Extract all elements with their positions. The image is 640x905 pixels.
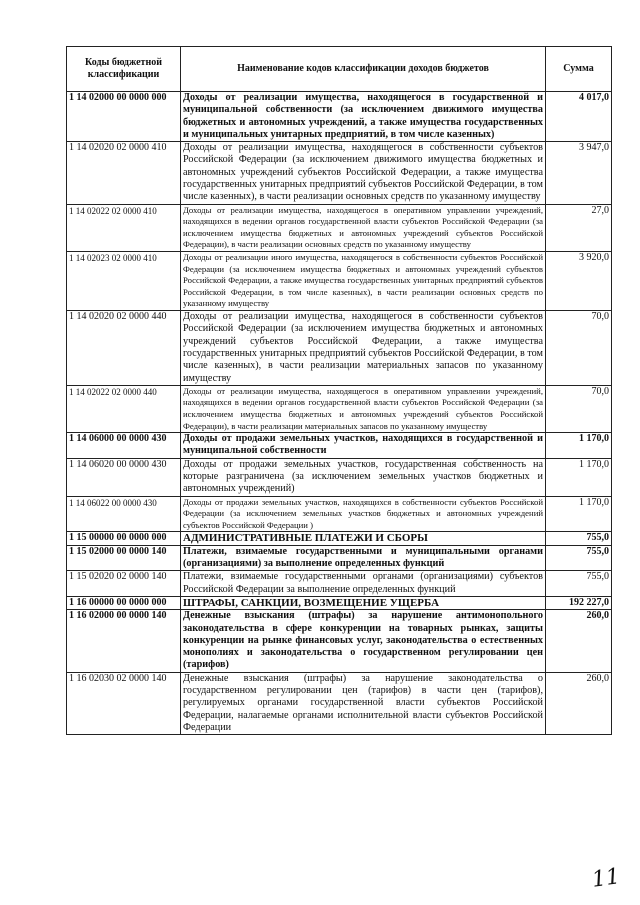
table-row bbox=[67, 204, 612, 251]
table-row bbox=[67, 596, 612, 609]
row-sum: 192 227,0 bbox=[546, 596, 612, 609]
row-sum: 1 170,0 bbox=[546, 433, 612, 459]
row-name: Доходы от продажи земельных участков, находящихся в государственной и муниципальной собственности bbox=[181, 433, 546, 459]
row-name: Платежи, взимаемые государственными органами (организациями) субъектов Российской Федерации за выполнение определенных функций bbox=[181, 571, 546, 597]
row-sum: 260,0 bbox=[546, 610, 612, 672]
table-row bbox=[67, 672, 612, 734]
page-number: 11 bbox=[590, 864, 622, 893]
row-sum: 1 170,0 bbox=[546, 496, 612, 532]
table-row bbox=[67, 433, 612, 459]
row-name: Доходы от реализации имущества, находящегося в оперативном управлении учреждений, находящихся в ведении органов государственной власти субъектов Российской Федерации (за исключением имущества бюджетных и автономных учреждений субъектов Российской Федерации), в части реализации материальных запасов по указанному имуществу bbox=[181, 385, 546, 432]
row-name: Доходы от реализации имущества, находящегося в собственности субъектов Российской Федерации (за исключением имущества бюджетных и автономных учреждений субъектов Российской Федерации, а также имущества государственных унитарных предприятий субъектов Российской Федерации, в том числе казенных), в части реализации материальных запасов по указанному имуществу bbox=[181, 311, 546, 386]
table-row bbox=[67, 610, 612, 672]
row-name: Доходы от продажи земельных участков, находящихся в собственности субъектов Российской Федерации (за исключением земельных участков бюджетных и автономных учреждений субъектов Российской Федерации ) bbox=[181, 496, 546, 532]
row-sum: 70,0 bbox=[546, 311, 612, 386]
table-row bbox=[67, 571, 612, 597]
header-sum: Сумма bbox=[546, 47, 612, 92]
row-code: 1 14 06020 00 0000 430 bbox=[67, 458, 181, 496]
row-name: Платежи, взимаемые государственными и муниципальными органами (организациями) за выполнение определенных функций bbox=[181, 545, 546, 571]
row-code: 1 14 02020 02 0000 410 bbox=[67, 142, 181, 204]
row-name: Доходы от реализации иного имущества, находящегося в собственности субъектов Российской Федерации (за исключением имущества бюджетных и автономных учреждений субъектов Российской Федерации, а также имущества государственных унитарных предприятий субъектов Российской Федерации, в том числе казенных), в части реализации основных средств по указанному имуществу bbox=[181, 252, 546, 311]
table-row bbox=[67, 142, 612, 204]
row-sum: 27,0 bbox=[546, 204, 612, 251]
row-name: Денежные взыскания (штрафы) за нарушение законодательства о государственном регулировании цен (тарифов) в части цен (тарифов), регулируемых органами государственной власти субъектов Российской Федерации, налагаемые органами исполнительной власти субъектов Российской Федерации bbox=[181, 672, 546, 734]
row-code: 1 16 00000 00 0000 000 bbox=[67, 596, 181, 609]
row-code: 1 14 02022 02 0000 440 bbox=[67, 385, 181, 432]
table-row bbox=[67, 458, 612, 496]
row-sum: 260,0 bbox=[546, 672, 612, 734]
header-name: Наименование кодов классификации доходов бюджетов bbox=[181, 47, 546, 92]
revenue-table bbox=[66, 46, 612, 735]
row-code: 1 14 02023 02 0000 410 bbox=[67, 252, 181, 311]
table-header-row bbox=[67, 47, 612, 92]
row-code: 1 14 02020 02 0000 440 bbox=[67, 311, 181, 386]
row-code: 1 14 06022 00 0000 430 bbox=[67, 496, 181, 532]
row-code: 1 15 00000 00 0000 000 bbox=[67, 532, 181, 545]
table-row bbox=[67, 532, 612, 545]
row-sum: 3 920,0 bbox=[546, 252, 612, 311]
row-name: Доходы от реализации имущества, находящегося в собственности субъектов Российской Федерации (за исключением движимого имущества бюджетных и автономных учреждений субъектов Российской Федерации, а также имущества государственных унитарных предприятий субъектов Российской Федерации, в том числе казенных), в части реализации основных средств по указанному имуществу bbox=[181, 142, 546, 204]
table-row bbox=[67, 311, 612, 386]
row-name: ШТРАФЫ, САНКЦИИ, ВОЗМЕЩЕНИЕ УЩЕРБА bbox=[181, 596, 546, 609]
row-sum: 755,0 bbox=[546, 545, 612, 571]
row-code: 1 14 02022 02 0000 410 bbox=[67, 204, 181, 251]
row-sum: 4 017,0 bbox=[546, 92, 612, 142]
row-name: Доходы от реализации имущества, находящегося в государственной и муниципальной собственности (за исключением движимого имущества бюджетных и автономных учреждений, а также имущества государственных и муниципальных унитарных предприятий, в том числе казенных) bbox=[181, 92, 546, 142]
table-row bbox=[67, 92, 612, 142]
table-row bbox=[67, 496, 612, 532]
row-sum: 755,0 bbox=[546, 571, 612, 597]
row-code: 1 15 02020 02 0000 140 bbox=[67, 571, 181, 597]
row-sum: 3 947,0 bbox=[546, 142, 612, 204]
row-code: 1 14 02000 00 0000 000 bbox=[67, 92, 181, 142]
row-name: Доходы от реализации имущества, находящегося в оперативном управлении учреждений, находящихся в ведении органов государственной власти субъектов Российской Федерации (за исключением имущества бюджетных и автономных учреждений субъектов Российской Федерации), в части реализации основных средств по указанному имуществу bbox=[181, 204, 546, 251]
row-code: 1 14 06000 00 0000 430 bbox=[67, 433, 181, 459]
row-code: 1 16 02000 00 0000 140 bbox=[67, 610, 181, 672]
table-row bbox=[67, 252, 612, 311]
row-code: 1 16 02030 02 0000 140 bbox=[67, 672, 181, 734]
table-row bbox=[67, 385, 612, 432]
row-sum: 1 170,0 bbox=[546, 458, 612, 496]
row-sum: 70,0 bbox=[546, 385, 612, 432]
row-code: 1 15 02000 00 0000 140 bbox=[67, 545, 181, 571]
row-sum: 755,0 bbox=[546, 532, 612, 545]
row-name: Денежные взыскания (штрафы) за нарушение антимонопольного законодательства в сфере конкуренции на товарных рынках, защиты конкуренции на рынке финансовых услуг, законодательства о естественных монополиях и законодательства о государственном регулировании цен (тарифов) bbox=[181, 610, 546, 672]
table-row bbox=[67, 545, 612, 571]
row-name: АДМИНИСТРАТИВНЫЕ ПЛАТЕЖИ И СБОРЫ bbox=[181, 532, 546, 545]
header-code: Коды бюджетной классификации bbox=[67, 47, 181, 92]
row-name: Доходы от продажи земельных участков, государственная собственность на которые разграничена (за исключением земельных участков бюджетных и автономных учреждений) bbox=[181, 458, 546, 496]
